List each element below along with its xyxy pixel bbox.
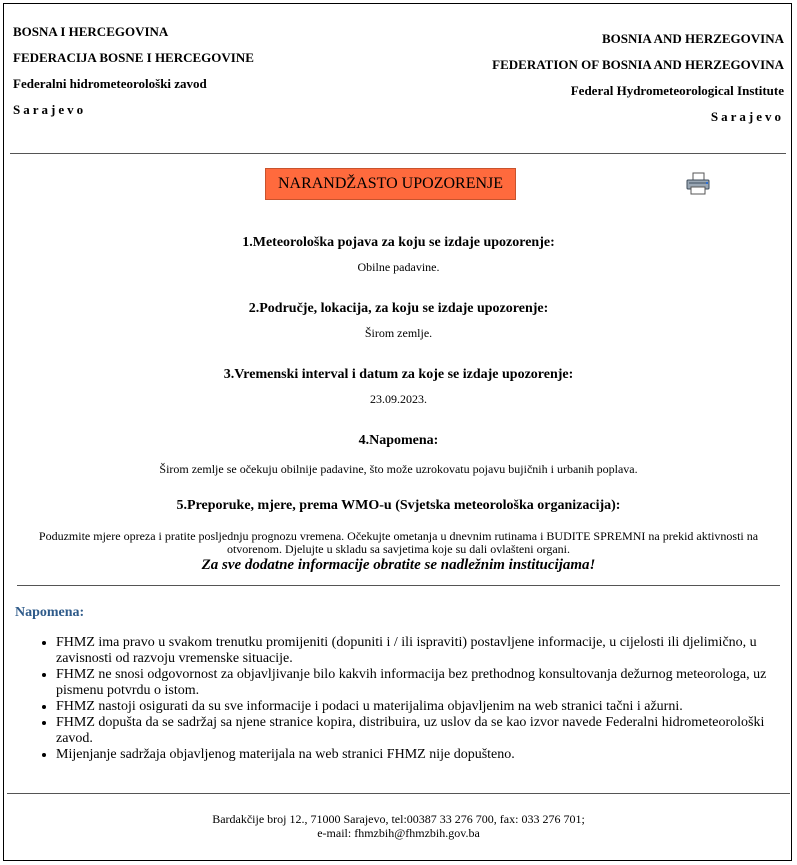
section-1-title: 1.Meteorološka pojava za koju se izdaje upozorenje: — [242, 235, 555, 250]
section-4-text: Širom zemlje se očekuju obilnije padavine, što može uzrokovatu pojavu bujičnih i urbanih poplava. — [159, 462, 638, 476]
section-3-title: 3.Vremenski interval i datum za koje se izdaje upozorenje: — [223, 367, 574, 382]
disclaimer-item: • FHMZ ne snosi odgovornost za objavljivanje bilo kakvih informacija bez prethodnog konsultovanja dežurnog meteorologa, uz pismenu potvrdu o istom. — [56, 667, 796, 699]
header-right-institute: Federal Hydrometeorological Institute — [570, 83, 784, 98]
disclaimer-list — [39, 635, 796, 763]
disclaimer-item: • FHMZ nastoji osigurati da su sve informacije i podaci u materijalima objavljenim na web stranici tačni i ažurni. — [56, 699, 796, 715]
section-5-title: 5.Preporuke, mjere, prema WMO-u (Svjetska meteorološka organizacija): — [176, 498, 621, 513]
disclaimer-item: • FHMZ ima pravo u svakom trenutku promijeniti (dopuniti i / ili ispraviti) postavljene informacije, u cijelosti ili djelimično, u zavisnosti od razvoju vremenske situacije. — [56, 635, 796, 667]
section-3-text: 23.09.2023. — [370, 392, 427, 406]
footer-address: Bardakčije broj 12., 71000 Sarajevo, tel:00387 33 276 700, fax: 033 276 701; — [212, 812, 585, 826]
header-left-institute: Federalni hidrometeorološki zavod — [13, 76, 207, 91]
header-left-federation: FEDERACIJA BOSNE I HERCEGOVINE — [13, 50, 254, 65]
disclaimer-item: • FHMZ dopušta da se sadržaj sa njene stranice kopira, distribuira, uz uslov da se kao izvor navede Federalni hidrometeorološki zavod. — [56, 715, 796, 747]
disclaimer-label: Napomena: — [15, 605, 85, 620]
section-1-text: Obilne padavine. — [357, 260, 440, 274]
section-2-title: 2.Područje, lokacija, za koju se izdaje upozorenje: — [248, 301, 549, 316]
content-divider — [17, 585, 780, 586]
section-4-title: 4.Napomena: — [358, 433, 439, 448]
footer-divider — [7, 793, 790, 794]
section-2-text: Širom zemlje. — [364, 326, 433, 340]
header-right-city: Sarajevo — [710, 109, 784, 124]
footer-email: e-mail: fhmzbih@fhmzbih.gov.ba — [317, 826, 480, 840]
printer-icon[interactable] — [684, 172, 714, 196]
header-right-country: BOSNIA AND HERZEGOVINA — [601, 31, 784, 46]
final-note: Za sve dodatne informacije obratite se nadležnim institucijama! — [201, 557, 596, 573]
header-divider — [10, 153, 786, 154]
header-left-city: Sarajevo — [13, 102, 87, 117]
header-left — [13, 24, 254, 128]
section-5-text: Poduzmite mjere opreza i pratite posljednju prognozu vremena. Očekujte ometanja u dnevnim rutinama i BUDITE SPREMNI na prekid aktivnosti na otvorenom. Djelujte u skladu sa savjetima koje su dali ovlašteni organi. — [38, 529, 759, 556]
header-right — [492, 31, 784, 135]
disclaimer-item: • Mijenjanje sadržaja objavljenog materijala na web stranici FHMZ nije dopušteno. — [56, 747, 796, 763]
header-right-federation: FEDERATION OF BOSNIA AND HERZEGOVINA — [492, 57, 784, 72]
warning-level-badge: NARANDŽASTO UPOZORENJE — [265, 168, 516, 200]
header-left-country: BOSNA I HERCEGOVINA — [13, 24, 169, 39]
